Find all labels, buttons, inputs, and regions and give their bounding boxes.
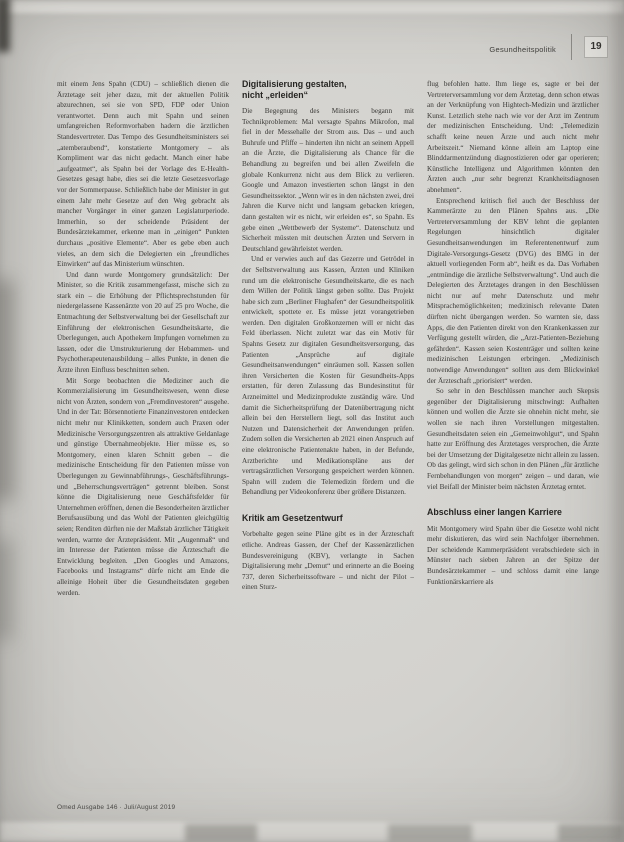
subheading-abschluss: Abschluss einer langen Karriere	[427, 507, 562, 518]
paragraph: Und dann wurde Montgomery grundsätzlich: Der Minister, so die Kritik zusammengefasst, mische sich zu stark ein – die Erhöhung der Pflichtsprechstunden für niedergelassene Kassenärzte von 20 auf 25 pro Woche, die Entmachtung der Selbstverwaltung bei der Gesellschaft zur Einführung der elektronischen Gesundheitskarte, die Überlegungen, auch Apothekern Impfungen vornehmen zu lassen, oder die Umstrukturierung der Hebammen- und Psychotherapeutenausbildung – alles Punkte, in denen die Ärzte ihren Einfluss beschnitten sehen.	[57, 270, 229, 375]
paragraph: Entsprechend kritisch fiel auch der Beschluss der Kammerärzte zu den Plänen Spahns aus. „Die Vertreterversammlung der KBV lehnt die geplanten Regelungen hinsichtlich digitaler Gesundheitsanwendungen im Referentenentwurf zum Digitale-Versorgungs-Gesetz (DVG) des BMG in der aktuell vorliegenden Form ab“, heißt es da. Das Vorhaben „entmündige die ärztliche Selbstverwaltung“. Und auch die Delegierten des Ärztetages drangen in den Beschlüssen nicht nur auf mehr Datenschutz und mehr Mitsprachemöglichkeiten; medizinisch relevante Daten dürften nicht übergangen werden. So warnten sie, dass Apps, die den Patienten direkt von den Krankenkassen zur Verfügung gestellt würden, die „Arzt-Patienten-Beziehung gefährden“. Kassen seien Kostenträger und sollten keine medizinischen Leistungen erbringen. „Medizinisch notwendige Anwendungen“ sollten aus dem Blickwinkel der Ärzteschaft „priorisiert“ werden.	[427, 196, 599, 385]
scan-artifact	[0, 0, 624, 13]
subheading-line: Digitalisierung gestalten,	[242, 79, 347, 89]
page-header	[0, 36, 608, 62]
scan-artifact	[0, 540, 12, 640]
scan-artifact	[614, 0, 624, 842]
text-column-1	[57, 79, 229, 801]
subheading-digitalisierung	[242, 79, 414, 100]
text-column-3	[427, 79, 599, 801]
footer-imprint: Omed Ausgabe 146 · Juli/August 2019	[57, 804, 176, 811]
paragraph: Mit Sorge beobachten die Mediziner auch die Kommerzialisierung im Gesundheitswesen, wenn diese nicht von Ärzten, sondern von „Fremdinvestoren“ ausgehe. Und in der Tat: Börsennotierte Finanzinvestoren entdecken nicht mehr nur Klinikketten, sondern auch Praxen oder Medizinische Versorgungszentren als attraktive Geldanlage und günstige Übernahmeobjekte. Hier müsse es, so Montgomery, einen klaren Schnitt geben – die medizinische Entscheidung für den Patienten müsse von Überlegungen zu Gewinnabführungs-, Geschäftsführungs- und „Beherrschungsverträgen“ getrennt bleiben. Sonst könne die Digitalisierung neue Geschäftsfelder für Unternehmen eröffnen, denen die Besonderheiten ärztlicher Berufsausübung und das Wohl der Patienten gleichgültig seien; Renditen dürften nie der Maßstab ärztlicher Tätigkeit werden, warnte der Ärztepräsident. Mit „Augenmaß“ und im Interesse der Patienten müsse die Ärzteschaft die Entwicklung begleiten. „Den Googles und Amazons, Facebooks und Instagrams“ dürfe nicht am Ende die alleinige Hoheit über die Gesundheitsdaten gegeben werden.	[57, 376, 229, 597]
scan-artifact	[388, 824, 472, 842]
paragraph: flug befohlen hatte. Ihm liege es, sagte er bei der Vertreterversammlung vor dem Ärztetag, denn schon etwas an der Verknüpfung von Hightech-Medizin und ärztlicher Kunst. Letztlich stehe nach wie vor der Arzt im Zentrum der medizinischen Entscheidung. Und: „Telemedizin schafft keine neuen Ärzte und auch nicht mehr Arbeitszeit.“ Niemand könne allein am Laptop eine Blinddarmentzündung diagnostizieren oder gar operieren; Künstliche Intelligenz und Algorithmen könnten den Ärzten auch „nur sehr begrenzt Krankheitsdiagnosen abnehmen“.	[427, 80, 599, 194]
paragraph: Und er verwies auch auf das Gezerre und Getrödel in der Selbstverwaltung aus Kassen, Ärzten und Kliniken rund um die elektronische Gesundheitskarte, die es nach dem Willen der Politik längst geben sollte. Das Projekt habe sich zum „Berliner Flughafen“ der Gesundheitspolitik entwickelt, spottete er. Es müsse jetzt vorangetrieben werden. Den digitalen Großkonzernen will er nicht das Feld überlassen. Nicht zuletzt war das ein Motiv für Spahns Gesetz zur digitalen Gesundheitsversorgung, das Patienten „Ansprüche auf digitale Gesundheitsanwendungen“ einräumen soll. Kassen sollen ihren Versicherten die Kosten für Gesundheits-Apps erstatten, für deren Zulassung das Bundesinstitut für Arzneimittel und Medizinprodukte zuständig wäre. Und damit die Sicherheitsprüfung der Datenübertragung nicht allein bei den Herstellern liegt, soll das Institut auch Nutzen und Datensicherheit der Anwendungen prüfen. Zudem sollen die Versicherten ab 2021 einen Anspruch auf eine elektronische Patientenakte haben, in der Befunde, Arztberichte und Medikationspläne aus der vertragsärztlichen Versorgung gespeichert werden können. Spahn will zudem die Telemedizin fördern und die Behandlung per Videokonferenz über größere Distanzen.	[242, 255, 414, 497]
subheading-line: nicht „erleiden“	[242, 89, 308, 100]
scan-artifact	[558, 824, 624, 842]
paragraph: Mit Montgomery wird Spahn über die Gesetze wohl nicht mehr diskutieren, das wird sein Nachfolger übernehmen. Der scheidende Kammerpräsident verabschiedete sich in Münster nach sieben Jahren an der Spitze der Bundesärztekammer – und schloss damit eine lange Funktionärskarriere als	[427, 524, 599, 586]
scan-artifact	[0, 280, 14, 500]
scan-artifact	[185, 824, 257, 842]
paragraph: So sehr in den Beschlüssen mancher auch Skepsis gegenüber der Digitalisierung mitschwingt: Aufhalten können und wollen die Ärzte sie ohnehin nicht mehr, sie wollen sie nach ihren Vorstellungen mitgestalten. Gesundheitsdaten seien ein „Gemeinwohlgut“, und Spahn hatte zur Eröffnung des Ärztetages versprochen, die Ärzte bei der Umsetzung der Digitalgesetze nicht allein zu lassen. Ob das gelingt, wird sich schon in den Plänen „für ärztliche Fernbehandlungen von morgen“ zeigen – und daran, wie viel Beifall der Minister beim nächsten Ärztetag erntet.	[427, 387, 599, 491]
paragraph: Die Begegnung des Ministers begann mit Technikproblemen: Mal versagte Spahns Mikrofon, mal fiel in der Messehalle der Strom aus. Das – und auch Buhrufe und Pfiffe – hinderten ihn nicht an seinem Appell an die Ärzte, die Digitalisierung als Chance für die Behandlung zu begreifen und bei allen Zweifeln die globale Konkurrenz nicht aus dem Blick zu verlieren. Google und Amazon investierten schon längst in den Gesundheitssektor. „Wenn wir es in den nächsten zwei, drei Jahren die Kurve nicht und langsam gebacken kriegen, dann gestalten wir es nicht, wir erleiden es“, so Spahn. Es gebe einen „Wettbewerb der Systeme“. Datenschutz und Sicherheit müssten mit deutschen Ärzten und Servern in Deutschland gewährleistet werden.	[242, 107, 414, 253]
paragraph: mit einem Jens Spahn (CDU) – schließlich dienen die Ärztetage seit jeher dazu, mit der aktuellen Politik abzurechnen, sei sie von SPD, FDP oder Union verantwortet. Denn auch mit Spahn und seinen umfangreichen Reformvorhaben hadern die ärztlichen Standesvertreter. Das Tempo des Gesundheitsministers sei „atemberaubend“, konstatierte Montgomery – als Kompliment war das nicht gedacht. Manch einer habe „aufgeatmet“, als Spahn bei der Vorlage des E-Health-Gesetzes gesagt habe, dies sei die letzte Gesetzesvorlage vor der Sommerpause. Schließlich habe der Minister in gut einem Jahr mehr Gesetze auf den Weg gebracht als mancher Vorgänger in einer ganzen Legislaturperiode. Immerhin, so der scheidende Präsident der Bundesärztekammer, erkenne man in „einigen“ Punkten durchaus „positive Elemente“. Aber es gebe eben auch vieles, an dem sich die Delegierten ein „freundliches Einwirken“ auf das Ministerium wünschten.	[57, 80, 229, 269]
section-label: Gesundheitspolitik	[489, 44, 557, 54]
text-column-2	[242, 79, 414, 801]
page-number: 19	[584, 36, 608, 58]
scan-artifact	[0, 822, 624, 842]
header-divider	[571, 34, 572, 60]
paragraph: Vorbehalte gegen seine Pläne gibt es in der Ärzteschaft etliche. Andreas Gassen, der Chef der Kassenärztlichen Bundesvereinigung (KBV), verlangte in Sachen Digitalisierung mehr „Demut“ und erinnerte an die Boeing 737, deren Sicherheitssoftware – und nicht der Pilot – einen Sturz-	[242, 530, 414, 592]
subheading-kritik: Kritik am Gesetzentwurf	[242, 512, 343, 523]
